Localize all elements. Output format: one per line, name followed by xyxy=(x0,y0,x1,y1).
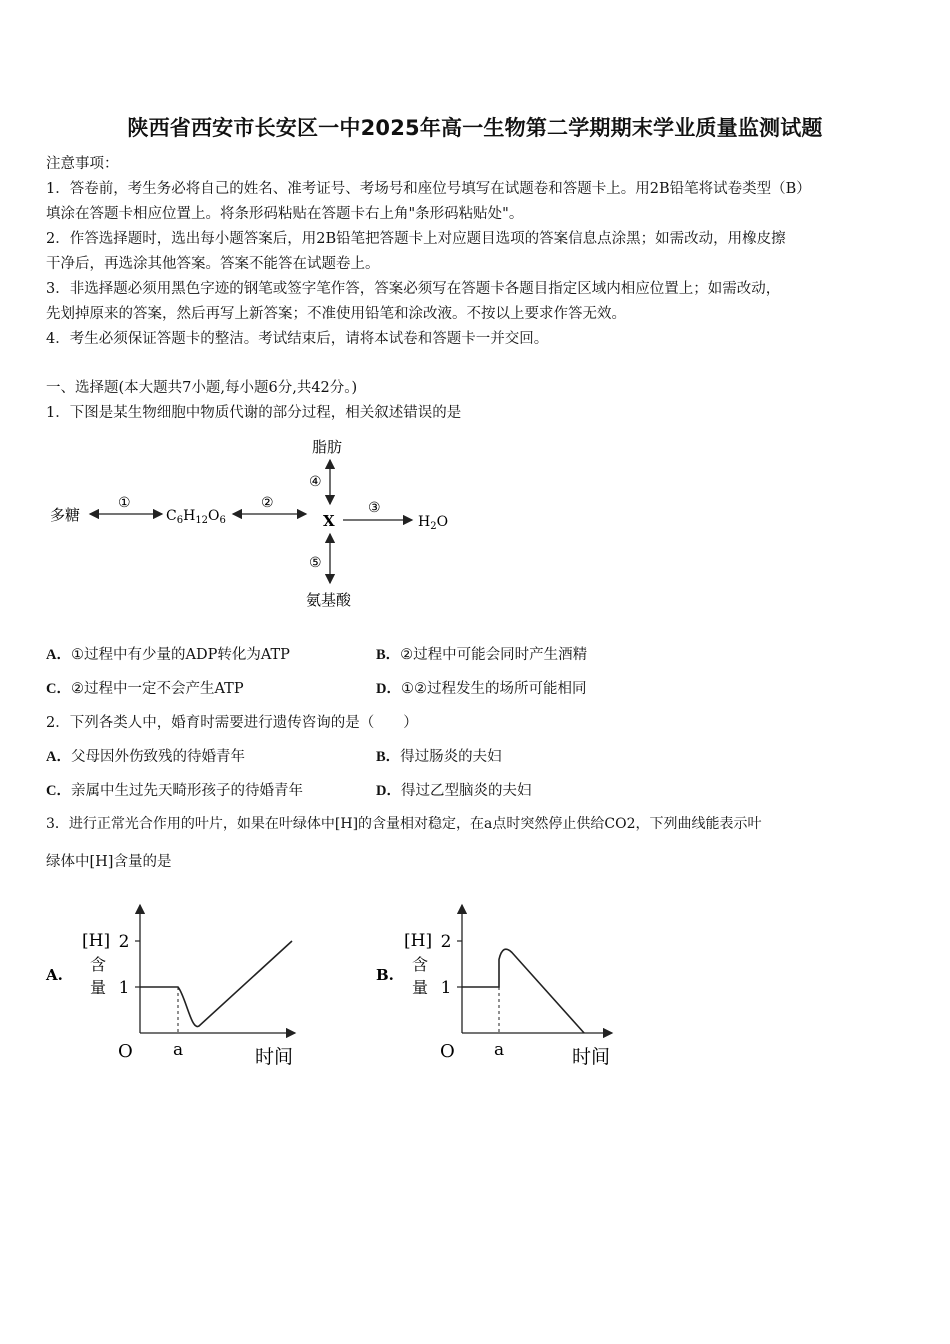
label-step-5: ⑤ xyxy=(309,555,322,571)
q1-option-a-text: ①过程中有少量的ADP转化为ATP xyxy=(70,647,290,663)
x-tick-label-a: a xyxy=(173,1040,184,1060)
label-step-1: ① xyxy=(118,495,131,511)
notice-line-5: 3．非选择题必须用黑色字迹的钢笔或签字笔作答，答案必须写在答题卡各题目指定区域内相应位置上；如需改动， xyxy=(46,281,781,297)
q2-option-b-text: 得过肠炎的夫妇 xyxy=(400,749,502,765)
origin-label: O xyxy=(118,1041,133,1062)
chart-option-label: A. xyxy=(46,966,63,985)
q1-option-c-key: C． xyxy=(46,681,71,697)
h-content-curve xyxy=(140,941,292,1027)
chart-option-label: B. xyxy=(376,966,394,985)
q3-stem-line-1: 3．进行正常光合作用的叶片，如果在叶绿体中[H]的含量相对稳定，在a点时突然停止供给CO2，下列曲线能表示叶 xyxy=(46,816,762,832)
q1-option-d-key: D． xyxy=(376,681,401,697)
y-tick-label: 1 xyxy=(440,978,452,998)
label-x: X xyxy=(323,512,335,530)
q1-stem: 1．下图是某生物细胞中物质代谢的部分过程，相关叙述错误的是 xyxy=(46,405,462,421)
q3-stem-line-2: 绿体中[H]含量的是 xyxy=(46,854,172,870)
label-polysaccharide: 多糖 xyxy=(50,506,81,524)
y-axis-label-char-1: 含 xyxy=(90,955,107,974)
notice-heading: 注意事项： xyxy=(46,156,119,172)
y-axis-label-char-2: 量 xyxy=(412,978,429,997)
q1-option-d[interactable] xyxy=(376,677,586,698)
h-content-curve xyxy=(462,949,584,1033)
x-tick-label-a: a xyxy=(494,1040,505,1060)
page-title: 陕西省西安市长安区一中2025年高一生物第二学期期末学业质量监测试题 xyxy=(127,116,823,140)
label-water: $H_2O$ xyxy=(418,514,449,532)
q1-option-b-key: B． xyxy=(376,647,401,663)
origin-label: O xyxy=(440,1041,455,1062)
chart-b[interactable] xyxy=(370,895,630,1070)
q2-option-d-key: D． xyxy=(376,783,401,799)
q2-option-c-key: C． xyxy=(46,783,71,799)
q2-option-c[interactable] xyxy=(46,779,303,800)
section-heading: 一、选择题(本大题共7小题,每小题6分,共42分。) xyxy=(46,380,358,396)
notice-line-2: 填涂在答题卡相应位置上。将条形码粘贴在答题卡右上角"条形码粘贴处"。 xyxy=(46,206,524,222)
q2-option-a-text: 父母因外伤致残的待婚青年 xyxy=(70,749,245,765)
q1-option-d-text: ①②过程发生的场所可能相同 xyxy=(400,681,587,697)
q1-option-c-text: ②过程中一定不会产生ATP xyxy=(70,681,244,697)
q2-option-d[interactable] xyxy=(376,779,531,800)
y-tick-label: 2 xyxy=(118,932,130,952)
notice-line-7: 4．考生必须保证答题卡的整洁。考试结束后，请将本试卷和答题卡一并交回。 xyxy=(46,331,549,347)
q1-option-a[interactable] xyxy=(46,643,290,664)
notice-line-1: 1．答卷前，考生务必将自己的姓名、准考证号、考场号和座位号填写在试题卷和答题卡上。用2B铅笔将试卷类型（B） xyxy=(46,181,811,197)
q2-option-b-key: B． xyxy=(376,749,401,765)
label-amino-acid: 氨基酸 xyxy=(306,591,352,609)
y-axis-label-unit: [H] xyxy=(404,931,433,951)
y-tick-label: 1 xyxy=(118,978,130,998)
label-step-2: ② xyxy=(261,495,274,511)
q1-option-b-text: ②过程中可能会同时产生酒精 xyxy=(400,647,588,663)
q2-option-a[interactable] xyxy=(46,745,245,766)
label-step-3: ③ xyxy=(368,500,381,516)
metabolism-diagram xyxy=(40,430,500,615)
label-glucose: $C_6H_{12}O_6$ xyxy=(166,508,226,526)
q1-option-a-key: A． xyxy=(46,647,71,663)
q2-option-c-text: 亲属中生过先天畸形孩子的待婚青年 xyxy=(70,783,303,799)
y-axis-label-char-1: 含 xyxy=(412,955,429,974)
label-step-4: ④ xyxy=(309,474,322,490)
q1-option-b[interactable] xyxy=(376,643,587,664)
x-axis-label: 时间 xyxy=(255,1046,294,1068)
q2-option-d-text: 得过乙型脑炎的夫妇 xyxy=(400,783,532,799)
notice-line-3: 2．作答选择题时，选出每小题答案后，用2B铅笔把答题卡上对应题目选项的答案信息点涂黑；如需改动，用橡皮擦 xyxy=(46,231,786,247)
q2-stem: 2．下列各类人中，婚育时需要进行遗传咨询的是（ ） xyxy=(46,715,418,731)
y-axis-label-unit: [H] xyxy=(82,931,111,951)
notice-line-4: 干净后，再选涂其他答案。答案不能答在试题卷上。 xyxy=(46,256,380,272)
x-axis-label: 时间 xyxy=(572,1046,611,1068)
q2-option-a-key: A． xyxy=(46,749,71,765)
notice-line-6: 先划掉原来的答案，然后再写上新答案；不准使用铅笔和涂改液。不按以上要求作答无效。 xyxy=(46,306,626,322)
q1-option-c[interactable] xyxy=(46,677,244,698)
y-axis-label-char-2: 量 xyxy=(90,978,107,997)
chart-a[interactable] xyxy=(40,895,310,1070)
q2-option-b[interactable] xyxy=(376,745,502,766)
label-fat: 脂肪 xyxy=(312,438,343,456)
y-tick-label: 2 xyxy=(440,932,452,952)
